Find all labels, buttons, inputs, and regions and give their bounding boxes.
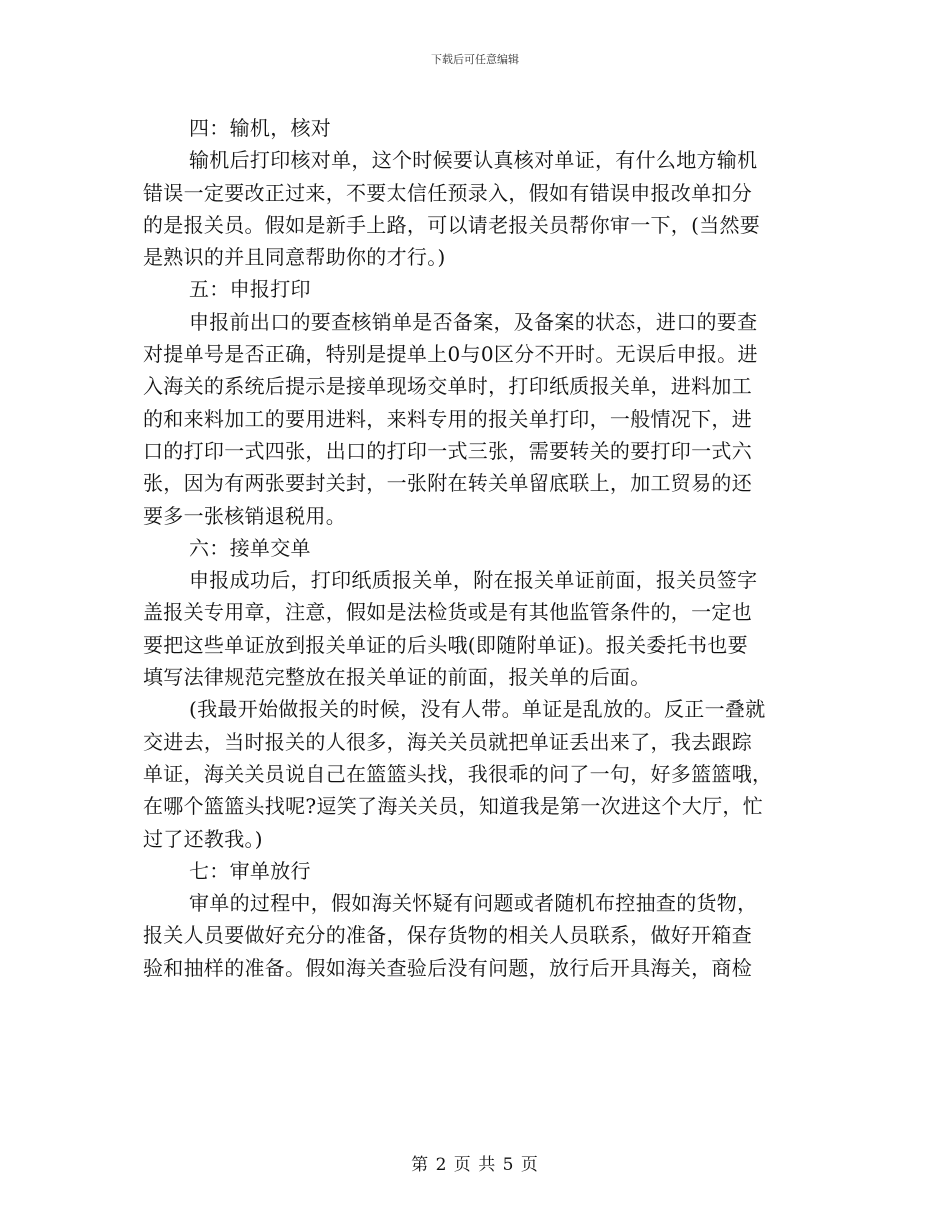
text-line: 对提单号是否正确，特别是提单上0与0区分不开时。无误后申报。进	[143, 342, 758, 367]
page-number: 第 2 页 共 5 页	[411, 1155, 539, 1175]
text-line: 过了还教我。)	[143, 826, 263, 851]
text-line: 报关人员要做好充分的准备，保存货物的相关人员联系，做好开箱查	[143, 923, 752, 948]
text-line: 入海关的系统后提示是接单现场交单时，打印纸质报关单，进料加工	[143, 374, 752, 399]
text-line: 验和抽样的准备。假如海关查验后没有问题，放行后开具海关，商检	[143, 955, 752, 980]
document-body	[143, 112, 807, 984]
text-line: 错误一定要改正过来，不要太信任预录入，假如有错误申报改单扣分	[143, 180, 752, 205]
text-line: 要把这些单证放到报关单证的后头哦(即随附单证)。报关委托书也要	[143, 632, 748, 657]
text-line: 交进去，当时报关的人很多，海关关员就把单证丢出来了，我去跟踪	[143, 729, 752, 754]
text-line: 申报前出口的要查核销单是否备案，及备案的状态，进口的要查	[189, 309, 758, 334]
text-line: 输机后打印核对单，这个时候要认真核对单证，有什么地方输机	[189, 148, 758, 173]
text-line: 的和来料加工的要用进料，来料专用的报关单打印，一般情况下，进	[143, 406, 752, 431]
text-line: 七：审单放行	[189, 858, 311, 883]
text-line: 是熟识的并且同意帮助你的才行。)	[143, 245, 446, 270]
text-line: 要多一张核销退税用。	[143, 503, 346, 528]
text-line: 单证，海关关员说自己在篮篮头找，我很乖的问了一句，好多篮篮哦，	[143, 761, 773, 786]
text-line: 口的打印一式四张，出口的打印一式三张，需要转关的要打印一式六	[143, 438, 752, 463]
page-header: 下载后可任意编辑	[431, 53, 519, 66]
text-line: 五：申报打印	[189, 277, 311, 302]
text-line: 四：输机，核对	[189, 116, 332, 140]
text-line: (我最开始做报关的时候，没有人带。单证是乱放的。反正一叠就	[189, 697, 766, 722]
text-line: 六：接单交单	[189, 535, 311, 560]
text-line: 填写法律规范完整放在报关单证的前面，报关单的后面。	[143, 665, 651, 690]
text-line: 张，因为有两张要封关封，一张附在转关单留底联上，加工贸易的还	[143, 471, 752, 496]
text-line: 在哪个篮篮头找呢?逗笑了海关关员，知道我是第一次进这个大厅，忙	[143, 794, 764, 819]
text-line: 的是报关员。假如是新手上路，可以请老报关员帮你审一下，(当然要	[143, 212, 761, 237]
text-line: 申报成功后，打印纸质报关单，附在报关单证前面，报关员签字	[189, 568, 758, 593]
text-line: 盖报关专用章，注意，假如是法检货或是有其他监管条件的，一定也	[143, 600, 752, 625]
text-line: 审单的过程中，假如海关怀疑有问题或者随机布控抽查的货物，	[189, 891, 758, 916]
